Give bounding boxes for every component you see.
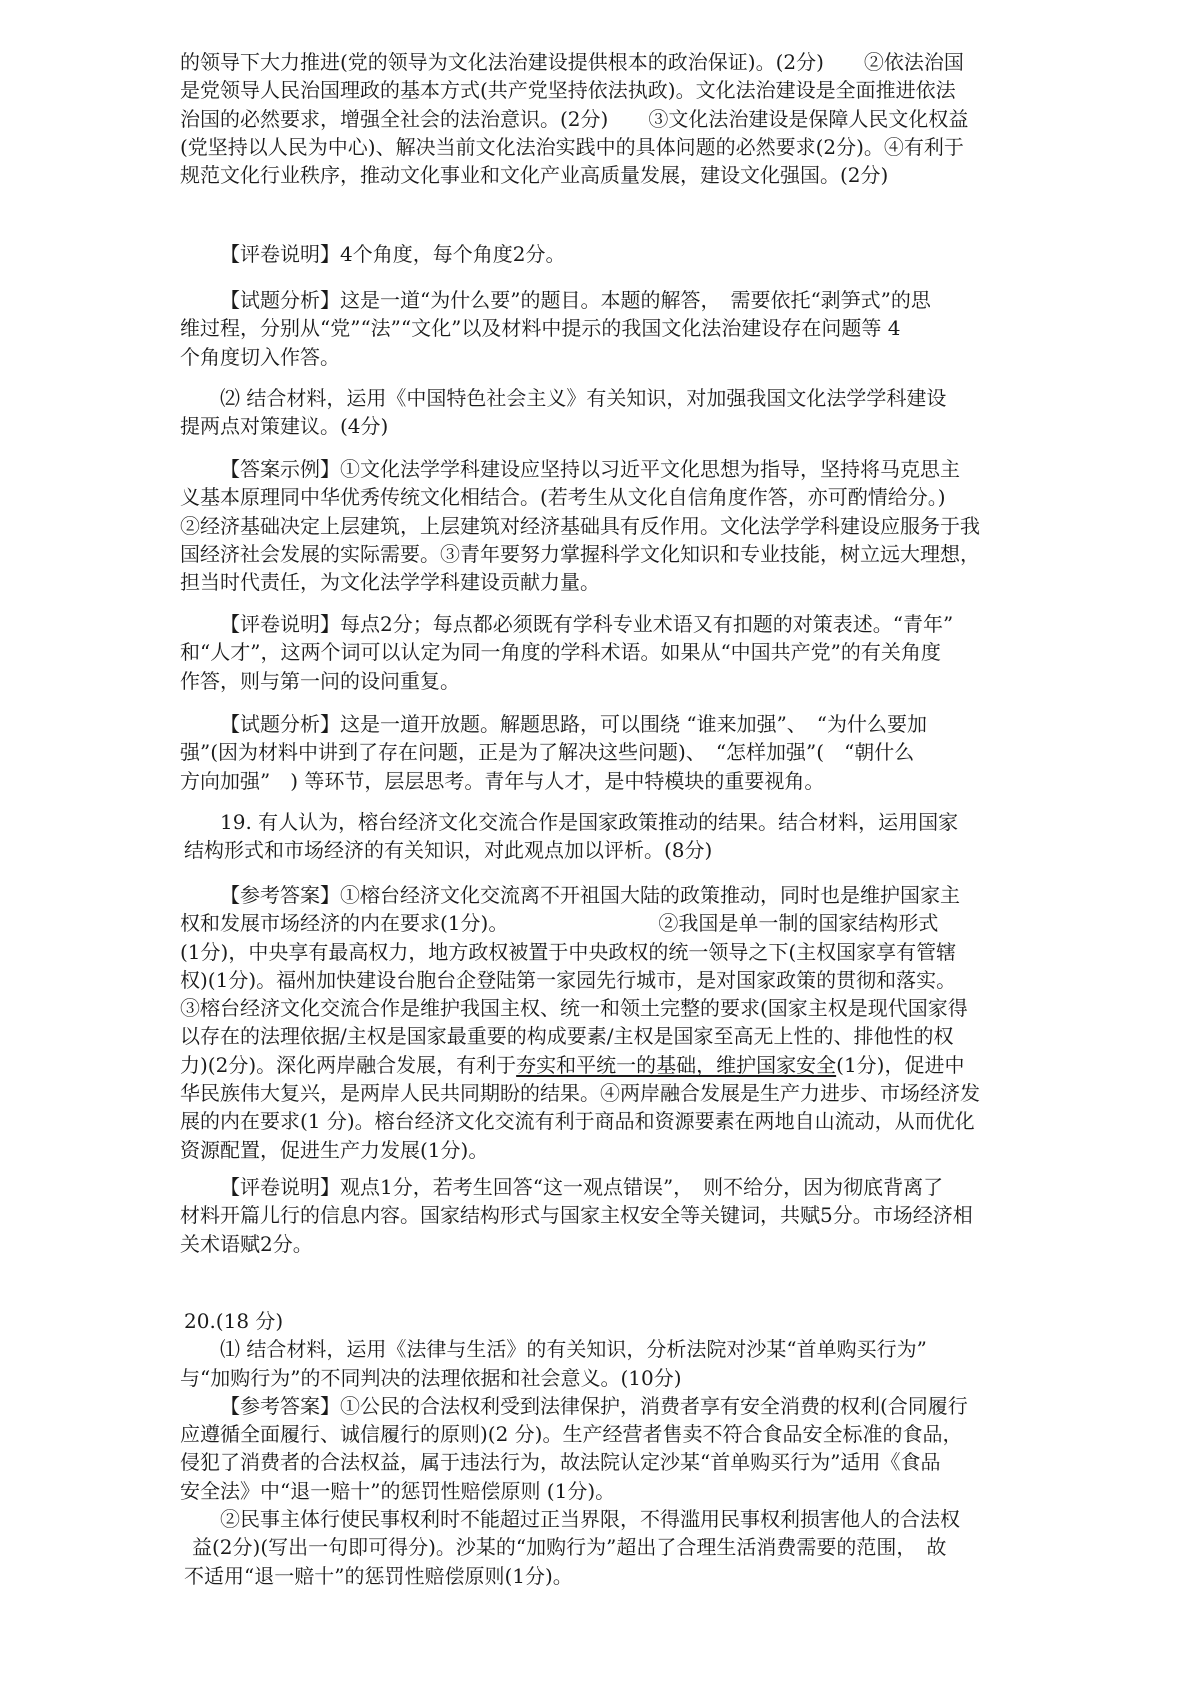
q18-1-scoring-note xyxy=(180,240,1030,268)
text-line: 资源配置，促进生产力发展(1分)。 xyxy=(180,1137,489,1162)
text-line: ⑵ 结合材料，运用《中国特色社会主义》有关知识，对加强我国文化法学学科建设 xyxy=(220,386,947,410)
q18-2-scoring-note xyxy=(180,610,1030,695)
text-line: 【参考答案】①榕台经济文化交流离不开祖国大陆的政策推动，同时也是维护国家主 xyxy=(220,883,960,907)
q18-1-analysis xyxy=(180,286,1030,371)
text-line: 关术语赋2分。 xyxy=(180,1231,313,1256)
text-line: 侵犯了消费者的合法权益，属于违法行为，故法院认定沙某“首单购买行为”适用《食品 xyxy=(180,1450,941,1475)
text-line: (1分)，中央享有最高权力，地方政权被置于中央政权的统一领导之下(主权国家享有管辖 xyxy=(180,939,957,964)
text-line: 维过程，分别从“党”“法”“文化”以及材料中提示的我国文化法治建设存在问题等 4 xyxy=(180,316,901,341)
text-line: 【答案示例】①文化法学学科建设应坚持以习近平文化思想为指导，坚持将马克思主 xyxy=(220,457,960,481)
text-segment: (1分)，促进中 xyxy=(836,1052,965,1077)
text-line: 和“人才”，这两个词可以认定为同一角度的学科术语。如果从“中国共产党”的有关角度 xyxy=(180,640,941,665)
text-line: ③榕台经济文化交流合作是维护我国主权、统一和领土完整的要求(国家主权是现代国家得 xyxy=(180,996,968,1021)
text-line: 【评卷说明】4个角度，每个角度2分。 xyxy=(220,242,566,266)
q19-reference-answer xyxy=(180,881,1030,1164)
text-line: 华民族伟大复兴，是两岸人民共同期盼的结果。④两岸融合发展是生产力进步、市场经济发 xyxy=(180,1081,980,1106)
text-line: 规范文化行业秩序，推动文化事业和文化产业高质量发展，建设文化强国。(2分) xyxy=(180,163,889,188)
text-line: 不适用“退一赔十”的惩罚性赔偿原则(1分)。 xyxy=(184,1563,573,1588)
q19-question xyxy=(180,808,1030,865)
text-line: 结构形式和市场经济的有关知识，对此观点加以评析。(8分) xyxy=(184,838,713,863)
text-line: 展的内在要求(1 分)。榕台经济文化交流有利于商品和资源要素在两地自山流动，从而优化 xyxy=(180,1109,975,1134)
text-line: 方向加强” ) 等环节，层层思考。青年与人才，是中特模块的重要视角。 xyxy=(180,768,825,793)
text-line: 安全法》中“退一赔十”的惩罚性赔偿原则 (1分)。 xyxy=(180,1478,616,1503)
text-line: 提两点对策建议。(4分) xyxy=(180,414,389,439)
text-line: 国经济社会发展的实际需要。③青年要努力掌握科学文化知识和专业技能，树立远大理想， xyxy=(180,541,980,566)
text-line: 【评卷说明】观点1分，若考生回答“这一观点错误”， 则不给分，因为彻底背离了 xyxy=(220,1175,944,1199)
text-line: 治国的必然要求，增强全社会的法治意识。(2分) ③文化法治建设是保障人民文化权益 xyxy=(180,106,969,131)
text-line: 材料开篇儿行的信息内容。国家结构形式与国家主权安全等关键词，共赋5分。市场经济相 xyxy=(180,1203,973,1228)
text-line: 义基本原理同中华优秀传统文化相结合。(若考生从文化自信角度作答，亦可酌情给分。) xyxy=(180,485,946,510)
text-line: 作答，则与第一问的设问重复。 xyxy=(180,668,460,693)
intro-paragraph xyxy=(180,48,1030,189)
text-segment: 力)(2分)。深化两岸融合发展，有利于 xyxy=(180,1052,517,1077)
text-line: 【评卷说明】每点2分；每点都必须既有学科专业术语又有扣题的对策表述。“青年” xyxy=(220,612,954,636)
text-line: 益(2分)(写出一句即可得分)。沙某的“加购行为”超出了合理生活消费需要的范围， 故 xyxy=(192,1535,947,1560)
text-line: 担当时代责任，为文化法学学科建设贡献力量。 xyxy=(180,570,600,595)
text-line: ⑴ 结合材料，运用《法律与生活》的有关知识，分析法院对沙某“首单购买行为” xyxy=(220,1337,927,1362)
question-header: 20.(18 分) xyxy=(184,1309,284,1333)
text-line: (党坚持以人民为中心)、解决当前文化法治实践中的具体问题的必然要求(2分)。④有利于 xyxy=(180,134,964,159)
text-line: 19. 有人认为，榕台经济文化交流合作是国家政策推动的结果。结合材料，运用国家 xyxy=(220,810,959,834)
q19-scoring-note xyxy=(180,1173,1030,1258)
q20-section xyxy=(180,1307,1030,1590)
text-line: 个角度切入作答。 xyxy=(180,344,340,369)
text-line-with-underline xyxy=(180,1051,1030,1079)
underlined-phrase: 夯实和平统一的基础，维护国家安全 xyxy=(516,1052,837,1077)
text-line: 强”(因为材料中讲到了存在问题，正是为了解决这些问题)、 “怎样加强”( “朝什么 xyxy=(180,740,915,765)
q18-2-answer-example xyxy=(180,455,1030,596)
text-line: 【试题分析】这是一道开放题。解题思路，可以围绕 “谁来加强”、 “为什么要加 xyxy=(220,712,928,736)
text-line: 【参考答案】①公民的合法权利受到法律保护，消费者享有安全消费的权利(合同履行 xyxy=(220,1393,968,1418)
text-line: ②经济基础决定上层建筑，上层建筑对经济基础具有反作用。文化法学学科建设应服务于我 xyxy=(180,513,980,538)
text-line: 的领导下大力推进(党的领导为文化法治建设提供根本的政治保证)。(2分) ②依法治国 xyxy=(180,50,964,74)
text-line: 权和发展市场经济的内在要求(1分)。 ②我国是单一制的国家结构形式 xyxy=(180,911,939,936)
text-line: 应遵循全面履行、诚信履行的原则)(2 分)。生产经营者售卖不符合食品安全标准的食品， xyxy=(180,1422,963,1447)
q18-2-analysis xyxy=(180,710,1030,795)
text-line: ②民事主体行使民事权利时不能超过正当界限，不得滥用民事权利损害他人的合法权 xyxy=(220,1507,960,1532)
text-line: 以存在的法理依据/主权是国家最重要的构成要素/主权是国家至高无上性的、排他性的权 xyxy=(180,1024,954,1049)
text-line: 与“加购行为”的不同判决的法理依据和社会意义。(10分) xyxy=(180,1365,682,1390)
text-line: 是党领导人民治国理政的基本方式(共产党坚持依法执政)。文化法治建设是全面推进依法 xyxy=(180,78,956,103)
text-line: 【试题分析】这是一道“为什么要”的题目。本题的解答， 需要依托“剥笋式”的思 xyxy=(220,288,931,312)
text-line: 权)(1分)。福州加快建设台胞台企登陆第一家园先行城市，是对国家政策的贯彻和落实。 xyxy=(180,967,957,992)
q18-2-question xyxy=(180,384,1030,441)
